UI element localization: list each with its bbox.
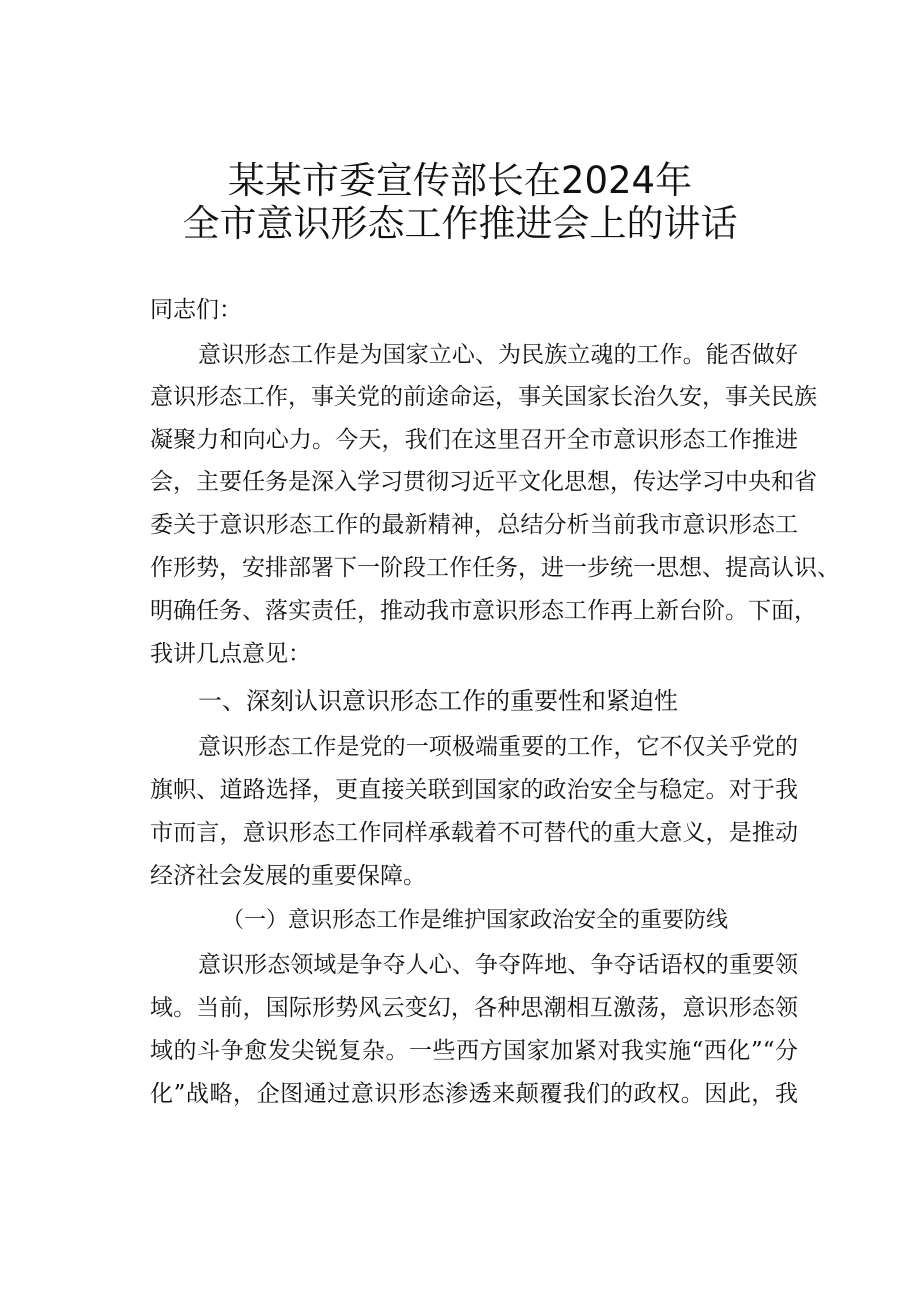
document-title-line-1: 某某市委宣传部长在2024年: [227, 159, 693, 202]
paragraph-1-line-4: 会，主要任务是深入学习贯彻习近平文化思想，传达学习中央和省: [150, 469, 817, 495]
paragraph-2-line-2: 旗帜、道路选择，更直接关联到国家的政治安全与稳定。对于我: [150, 777, 798, 803]
paragraph-1-line-5: 委关于意识形态工作的最新精神，总结分析当前我市意识形态工: [150, 512, 798, 538]
subsection-heading-1: （一）意识形态工作是维护国家政治安全的重要防线: [222, 908, 729, 933]
salutation: 同志们：: [150, 297, 242, 323]
paragraph-2-line-4: 经济社会发展的重要保障。: [150, 863, 426, 889]
paragraph-2-line-1: 意识形态工作是党的一项极端重要的工作，它不仅关乎党的: [198, 734, 798, 760]
paragraph-3-line-3: 域的斗争愈发尖锐复杂。一些西方国家加紧对我实施“西化”“分: [150, 1038, 798, 1064]
paragraph-2-line-3: 市而言，意识形态工作同样承载着不可替代的重大意义，是推动: [150, 820, 798, 846]
paragraph-1-line-6: 作形势，安排部署下一阶段工作任务，进一步统一思想、提高认识、: [150, 555, 840, 581]
paragraph-3-line-4: 化”战略，企图通过意识形态渗透来颠覆我们的政权。因此，我: [150, 1081, 798, 1107]
paragraph-1-line-7: 明确任务、落实责任，推动我市意识形态工作再上新台阶。下面，: [150, 598, 817, 624]
paragraph-1-line-8: 我讲几点意见：: [150, 641, 311, 667]
paragraph-1-line-2: 意识形态工作，事关党的前途命运，事关国家长治久安，事关民族: [150, 384, 817, 410]
paragraph-3-line-2: 域。当前，国际形势风云变幻，各种思潮相互激荡，意识形态领: [150, 995, 798, 1021]
document-title-line-2: 全市意识形态工作推进会上的讲话: [182, 202, 738, 245]
section-heading-1: 一、深刻认识意识形态工作的重要性和紧迫性: [198, 687, 678, 715]
paragraph-3-line-1: 意识形态领域是争夺人心、争夺阵地、争夺话语权的重要领: [198, 952, 798, 978]
paragraph-1-line-1: 意识形态工作是为国家立心、为民族立魂的工作。能否做好: [198, 342, 798, 368]
paragraph-1-line-3: 凝聚力和向心力。今天，我们在这里召开全市意识形态工作推进: [150, 427, 798, 453]
